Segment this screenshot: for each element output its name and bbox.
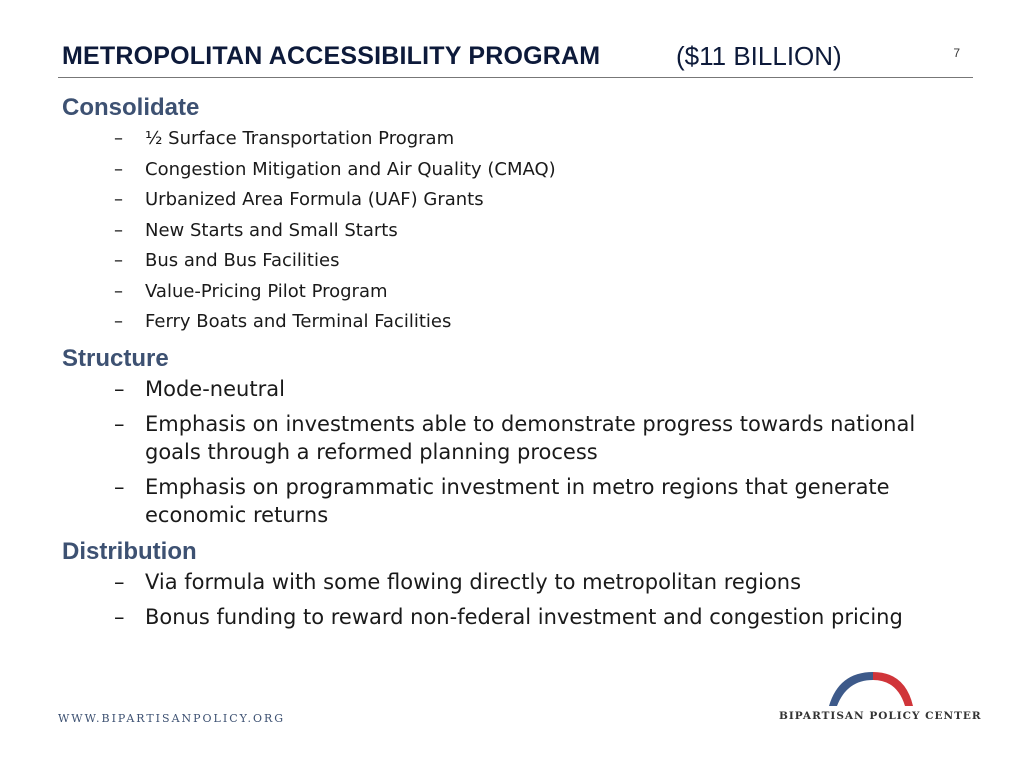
page-number: 7 [953,46,960,60]
dash-bullet: – [114,219,123,241]
list-item-text: Bonus funding to reward non-federal investment and congestion pricing [145,604,903,629]
list-item-text: Congestion Mitigation and Air Quality (CMAQ) [145,158,556,180]
list-item-text: ½ Surface Transportation Program [145,128,455,149]
list-item-text: New Starts and Small Starts [145,219,398,241]
consolidate-list [62,124,962,338]
dash-bullet: – [114,604,125,629]
slide-header [62,40,972,76]
footer-url: WWW.BIPARTISANPOLICY.ORG [58,712,286,725]
distribution-list [62,568,962,631]
list-item [62,603,962,631]
list-item-text: Emphasis on investments able to demonstrate progress towards national goals through a reformed planning process [145,411,916,464]
list-item [62,410,962,466]
list-item-text: Via formula with some flowing directly to metropolitan regions [145,569,802,594]
logo-arcs-icon [827,668,917,708]
dash-bullet: – [114,280,123,302]
list-item-text: Urbanized Area Formula (UAF) Grants [145,189,484,210]
list-item [62,473,962,529]
dash-bullet: – [114,311,123,332]
slide-title: METROPOLITAN ACCESSIBILITY PROGRAM [62,42,601,70]
dash-bullet: – [114,376,125,401]
slide-body [62,92,962,638]
dash-bullet: – [114,158,123,180]
list-item [62,307,962,338]
section-heading-structure: Structure [62,344,169,372]
list-item [62,216,962,247]
logo-blue-arc [829,672,873,706]
dash-bullet: – [114,128,123,149]
list-item [62,568,962,596]
list-item [62,246,962,277]
section-heading-consolidate: Consolidate [62,94,200,121]
list-item [62,185,962,216]
section-heading-distribution: Distribution [62,537,197,565]
list-item [62,155,962,186]
list-item-text: Ferry Boats and Terminal Facilities [145,311,452,332]
bipartisan-policy-center-logo [775,666,982,726]
list-item-text: Emphasis on programmatic investment in metro regions that generate economic returns [145,474,890,527]
list-item [62,375,962,403]
title-divider [58,77,973,78]
list-item-text: Bus and Bus Facilities [145,250,340,271]
structure-list [62,375,962,529]
list-item [62,124,962,155]
dash-bullet: – [114,189,123,210]
logo-red-arc [873,672,913,706]
dash-bullet: – [114,569,125,594]
dash-bullet: – [114,411,125,436]
logo-text: BIPARTISAN POLICY CENTER [779,710,982,722]
dash-bullet: – [114,250,123,271]
list-item [62,277,962,308]
list-item-text: Value-Pricing Pilot Program [145,280,388,302]
slide-subtitle: ($11 BILLION) [676,41,842,71]
dash-bullet: – [114,474,125,499]
list-item-text: Mode-neutral [145,376,285,401]
